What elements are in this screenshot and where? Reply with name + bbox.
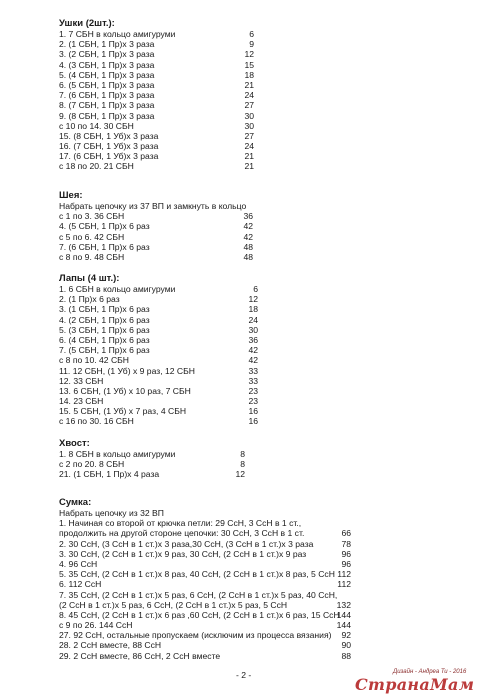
stitch-count: 88 [341,650,351,661]
instruction-text: 5. (4 СБН, 1 Пр)х 3 раза [59,69,155,80]
instruction-text: с 8 по 9. 48 СБН [59,251,125,262]
instruction-text: 7. (5 СБН, 1 Пр)х 6 раз [59,345,150,356]
instruction-text: 4. 96 СсН [59,558,98,569]
instruction-row [59,508,459,518]
instruction-row [59,325,459,335]
stitch-count: 144 [336,620,351,631]
instruction-text: 5. 35 СсН, (2 СсН в 1 ст.)х 8 раз, 40 СсН, (2 СсН в 1 ст.)х 8 раз, 5 СсН [59,569,335,580]
instruction-text: 1. 8 СБН в кольцо амигуруми [59,449,176,459]
stitch-count: 8 [240,459,245,470]
stitch-count: 9 [249,39,254,50]
section-heading: Шея: [59,190,83,201]
instruction-row [59,80,459,90]
row-list [59,449,459,480]
instruction-text: с 18 по 20. 21 СБН [59,161,134,172]
stitch-count: 21 [244,79,254,90]
row-list [59,508,459,661]
instruction-text: 6. 112 СсН [59,579,102,590]
stitch-count: 112 [337,569,351,580]
instruction-row [59,161,459,171]
instruction-text: 2. (1 Пр)х 6 раз [59,294,120,305]
instruction-row [59,29,459,39]
instruction-row [59,232,459,242]
instruction-row [59,610,459,620]
instruction-text: 28. 2 СсН вместе, 88 СсН [59,640,162,651]
instruction-row [59,386,459,396]
instruction-row [59,459,459,469]
instruction-text: (2 СсН в 1 ст.)х 5 раз, 6 СсН, (2 СсН в 1 ст.)х 5 раз, 5 СсН [59,599,288,610]
instruction-text: с 8 по 10. 42 СБН [59,355,130,366]
stitch-count: 16 [248,416,258,427]
stitch-count: 27 [244,130,254,141]
instruction-row [59,366,459,376]
instruction-row [59,221,459,231]
instruction-row [59,111,459,121]
instruction-row [59,201,459,211]
stitch-count: 42 [243,231,253,242]
instruction-text: Набрать цепочку из 32 ВП [59,508,164,518]
instruction-row [59,549,459,559]
instruction-text: 1. 6 СБН в кольцо амигуруми [59,284,176,294]
stitch-count: 92 [341,630,351,641]
instruction-row [59,640,459,650]
instruction-text: 14. 23 СБН [59,396,104,407]
stitch-count: 21 [244,151,254,162]
instruction-text: 27. 92 СсН, остальные пропускаем (исключим из процесса вязания) [59,630,332,641]
instruction-row [59,406,459,416]
section-paws [59,273,459,427]
stitch-count: 21 [244,161,254,172]
instruction-text: 6. (4 СБН, 1 Пр)х 6 раз [59,334,150,345]
stitch-count: 24 [244,90,254,101]
stitch-count: 42 [243,221,253,232]
stitch-count: 30 [248,324,258,335]
instruction-row [59,49,459,59]
stitch-count: 96 [341,558,351,569]
instruction-row [59,100,459,110]
instruction-text: 3. (2 СБН, 1 Пр)х 3 раза [59,49,155,60]
section-heading: Сумка: [59,497,92,508]
stitch-count: 8 [240,449,245,459]
instruction-row [59,469,459,479]
instruction-text: 15. 5 СБН, (1 Уб) х 7 раз, 4 СБН [59,406,187,417]
instruction-text: с 16 по 30. 16 СБН [59,416,134,427]
section-tail [59,438,459,480]
instruction-text: 3. (1 СБН, 1 Пр)х 6 раз [59,304,150,315]
instruction-row [59,39,459,49]
instruction-row [59,141,459,151]
instruction-text: 21. (1 СБН, 1 Пр)х 4 раза [59,469,160,480]
stitch-count: 144 [336,609,351,620]
stitch-count: 30 [244,110,254,121]
instruction-text: 4. (5 СБН, 1 Пр)х 6 раз [59,221,150,232]
stitch-count: 12 [235,469,245,480]
row-list [59,29,459,172]
instruction-text: 7. (6 СБН, 1 Пр)х 3 раза [59,90,155,101]
instruction-row [59,294,459,304]
instruction-row [59,559,459,569]
page-number: - 2 - [236,670,252,680]
instruction-text: 5. (3 СБН, 1 Пр)х 6 раз [59,324,150,335]
stitch-count: 23 [248,385,258,396]
instruction-row [59,620,459,630]
instruction-row [59,528,459,538]
instruction-row [59,345,459,355]
instruction-text: 6. (5 СБН, 1 Пр)х 3 раза [59,79,155,90]
stitch-count: 24 [244,141,254,152]
instruction-row [59,131,459,141]
stitch-count: 12 [248,294,258,305]
instruction-row [59,600,459,610]
section-heading: Лапы (4 шт.): [59,273,120,284]
instruction-text: продолжить на другой стороне цепочки: 30 СсН, 3 СсН в 1 ст. [59,528,305,539]
instruction-text: 29. 2 СсН вместе, 86 СсН, 2 СсН вместе [59,650,221,661]
instruction-row [59,121,459,131]
instruction-text: с 5 по 6. 42 СБН [59,231,125,242]
stitch-count: 66 [341,528,351,539]
section-heading: Хвост: [59,438,90,449]
instruction-row [59,211,459,221]
stitch-count: 96 [341,548,351,559]
instruction-row [59,335,459,345]
stitch-count: 24 [248,314,258,325]
instruction-text: 8. (7 СБН, 1 Пр)х 3 раза [59,100,155,111]
instruction-row [59,416,459,426]
stitch-count: 33 [248,365,258,376]
instruction-text: 4. (2 СБН, 1 Пр)х 6 раз [59,314,150,325]
stitch-count: 42 [248,355,258,366]
stitch-count: 30 [244,120,254,131]
instruction-row [59,242,459,252]
instruction-text: 7. 35 СсН, (2 СсН в 1 ст.)х 5 раз, 6 СсН, (2 СсН в 1 ст.)х 5 раз, 40 СсН, [59,589,338,600]
stitch-count: 18 [244,69,254,80]
instruction-text: Набрать цепочку из 37 ВП и замкнуть в кольцо [59,201,247,211]
instruction-row [59,284,459,294]
row-list [59,284,459,427]
stitch-count: 6 [249,29,254,39]
instruction-row [59,151,459,161]
instruction-row [59,252,459,262]
stitch-count: 6 [253,284,258,294]
site-watermark: СтранаМам [355,675,475,694]
section-bag [59,497,459,661]
instruction-text: с 10 по 14. 30 СБН [59,120,134,131]
stitch-count: 48 [243,251,253,262]
instruction-row [59,90,459,100]
instruction-text: 13. 6 СБН, (1 Уб) х 10 раз, 7 СБН [59,385,191,396]
instruction-row [59,449,459,459]
instruction-text: 11. 12 СБН, (1 Уб) х 9 раз, 12 СБН [59,365,195,376]
stitch-count: 90 [341,640,351,651]
instruction-row [59,355,459,365]
instruction-text: 17. (6 СБН, 1 Уб)х 3 раза [59,151,159,162]
stitch-count: 23 [248,396,258,407]
section-heading: Ушки (2шт.): [59,18,115,29]
stitch-count: 18 [248,304,258,315]
instruction-text: 9. (8 СБН, 1 Пр)х 3 раза [59,110,155,121]
instruction-row [59,60,459,70]
instruction-text: с 2 по 20. 8 СБН [59,459,125,470]
stitch-count: 132 [336,599,351,610]
row-list [59,201,459,262]
instruction-row [59,396,459,406]
instruction-row [59,630,459,640]
instruction-row [59,590,459,600]
instruction-text: 1. 7 СБН в кольцо амигуруми [59,29,176,39]
instruction-row [59,651,459,661]
author-signature: Дизайн - Андреа Ти - 2016 [393,669,467,675]
instruction-row [59,376,459,386]
instruction-text: 16. (7 СБН, 1 Уб)х 3 раза [59,141,159,152]
instruction-row [59,579,459,589]
stitch-count: 27 [244,100,254,111]
stitch-count: 36 [248,334,258,345]
instruction-text: 8. 45 СсН, (2 СсН в 1 ст.)х 6 раз ,60 СсН, (2 СсН в 1 ст.)х 6 раз, 15 СсН [59,609,340,620]
instruction-text: 15. (8 СБН, 1 Уб)х 3 раза [59,130,159,141]
stitch-count: 78 [341,538,351,549]
instruction-text: 4. (3 СБН, 1 Пр)х 3 раза [59,59,155,70]
stitch-count: 12 [244,49,254,60]
stitch-count: 15 [244,59,254,70]
instruction-row [59,518,459,528]
stitch-count: 16 [248,406,258,417]
instruction-text: 3. 30 СсН, (2 СсН в 1 ст.)х 9 раз, 30 СсН, (2 СсН в 1 ст.)х 9 раз [59,548,307,559]
instruction-text: с 1 по 3. 36 СБН [59,211,125,222]
stitch-count: 112 [337,579,351,590]
instruction-text: 7. (6 СБН, 1 Пр)х 6 раз [59,241,150,252]
stitch-count: 36 [243,211,253,222]
stitch-count: 42 [248,345,258,356]
instruction-row [59,304,459,314]
instruction-text: 12. 33 СБН [59,375,104,386]
instruction-text: 2. 30 СсН, (3 СсН в 1 ст.)х 3 раза,30 СсН, (3 СсН в 1 ст.)х 3 раза [59,538,314,549]
section-ears [59,18,459,172]
instruction-row [59,539,459,549]
stitch-count: 48 [243,241,253,252]
instruction-text: с 9 по 26. 144 СсН [59,620,133,631]
instruction-row [59,315,459,325]
section-neck [59,190,459,262]
instruction-row [59,569,459,579]
instruction-row [59,70,459,80]
stitch-count: 33 [248,375,258,386]
instruction-text: 2. (1 СБН, 1 Пр)х 3 раза [59,39,155,50]
instruction-text: 1. Начиная со второй от крючка петли: 29 СсН, 3 СсН в 1 ст., [59,518,302,529]
